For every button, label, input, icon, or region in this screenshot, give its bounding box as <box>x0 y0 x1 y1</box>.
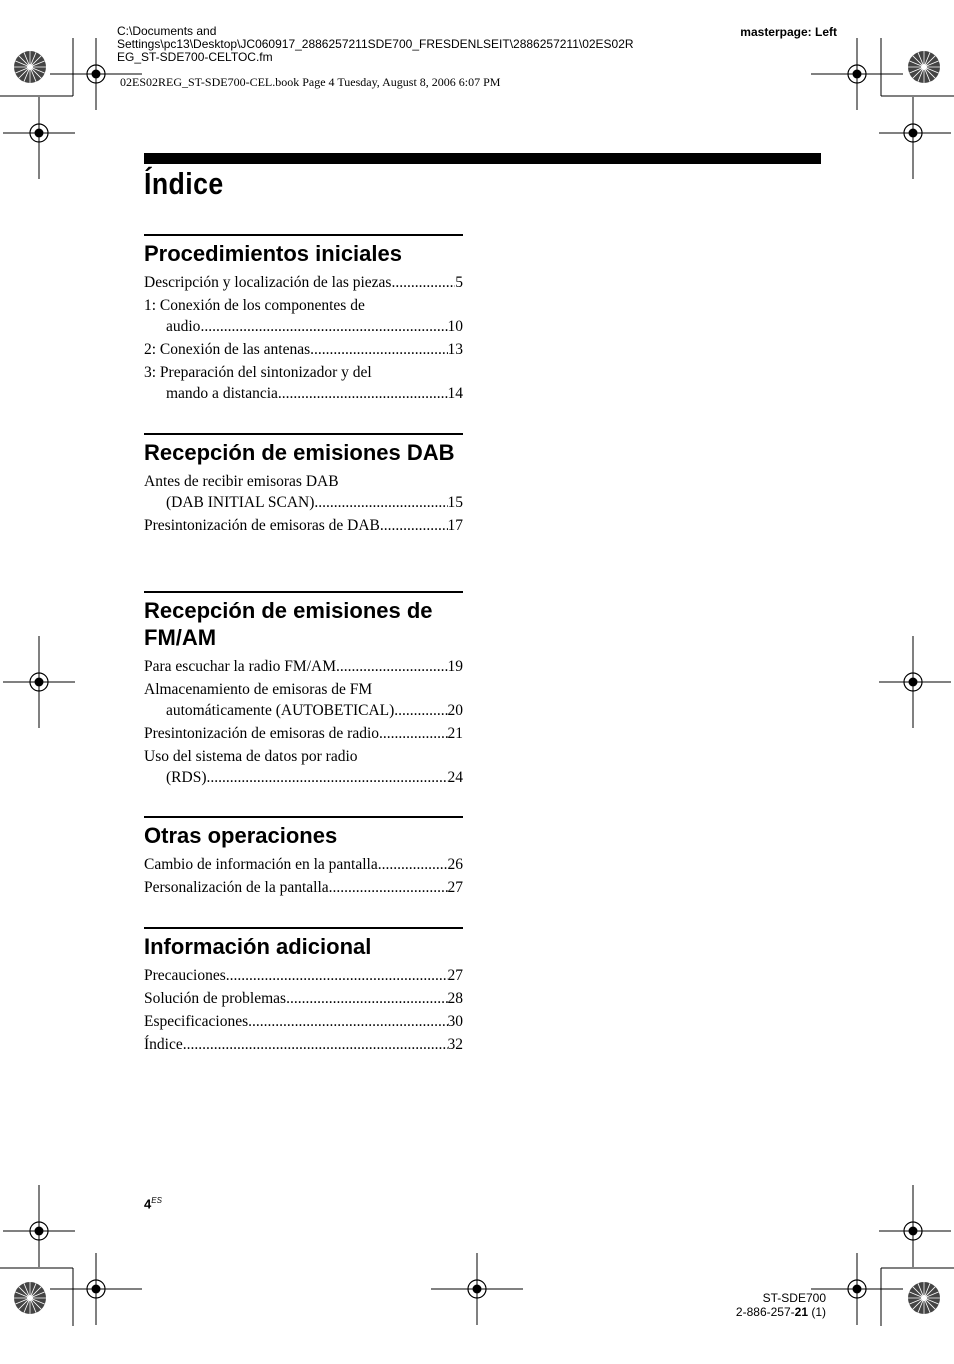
footer-model-info <box>736 1291 826 1319</box>
toc-page-number: 21 <box>447 725 463 742</box>
toc-entry-text: Personalización de la pantalla <box>144 879 329 896</box>
file-path-line-3: EG_ST-SDE700-CELTOC.fm <box>117 50 273 64</box>
section-heading: Información adicional <box>144 934 372 959</box>
toc-entry-text: Precauciones <box>144 967 226 984</box>
section-heading: Procedimientos iniciales <box>144 241 402 266</box>
dot-leader <box>248 1011 447 1032</box>
title-rule <box>144 153 821 164</box>
dot-leader <box>226 965 448 986</box>
toc-entry-text: 3: Preparación del sintonizador y del <box>144 364 372 381</box>
file-path-line-2: Settings\pc13\Desktop\JC060917_2886257211SDE700_FRESDENLSEIT\2886257211\02ES02R <box>117 37 634 51</box>
dot-leader <box>278 383 448 404</box>
section-rule <box>144 433 463 435</box>
toc-entry-continuation: automáticamente (AUTOBETICAL) <box>166 702 395 719</box>
toc-entry-text: 1: Conexión de los componentes de <box>144 297 365 314</box>
book-info-line: 02ES02REG_ST-SDE700-CEL.book Page 4 Tuesday, August 8, 2006 6:07 PM <box>120 75 501 89</box>
dot-leader <box>314 492 447 513</box>
toc-entry[interactable] <box>144 854 463 875</box>
toc-entry-text: Cambio de información en la pantalla <box>144 856 378 873</box>
toc-entry-text: Especificaciones <box>144 1013 249 1030</box>
toc-section <box>144 591 463 790</box>
toc-entry-continuation: (DAB INITIAL SCAN) <box>166 494 315 511</box>
toc-entry-text: Presintonización de emisoras de radio <box>144 725 380 742</box>
toc-page-number: 26 <box>447 856 463 873</box>
dot-leader <box>378 854 448 875</box>
dot-leader <box>200 316 447 337</box>
dot-leader <box>286 988 447 1009</box>
toc-entry[interactable] <box>144 339 463 360</box>
toc-page-number: 32 <box>447 1036 463 1053</box>
toc-entry[interactable] <box>144 515 463 536</box>
page-number <box>144 1196 162 1211</box>
toc-entry-text: Para escuchar la radio FM/AM <box>144 658 336 675</box>
toc-page-number: 28 <box>447 990 463 1007</box>
toc-entry-text: Presintonización de emisoras de DAB <box>144 517 380 534</box>
toc-page-number: 15 <box>447 494 463 511</box>
toc-page-number: 14 <box>447 385 463 402</box>
toc-entry-text: Descripción y localización de las piezas <box>144 274 392 291</box>
footer-code-bold: 21 <box>794 1305 808 1319</box>
toc-entry[interactable] <box>144 272 463 293</box>
section-heading: Recepción de emisiones de FM/AM <box>144 598 433 650</box>
toc-page-number: 19 <box>447 658 463 675</box>
file-path <box>117 25 634 64</box>
section-heading: Otras operaciones <box>144 823 338 848</box>
masterpage-label: masterpage: Left <box>740 25 837 39</box>
dot-leader <box>183 1034 448 1055</box>
toc-page-number: 20 <box>447 702 463 719</box>
toc-section <box>144 816 463 900</box>
page-number-suffix: ES <box>151 1196 162 1205</box>
toc-entry[interactable] <box>144 746 463 788</box>
toc-entry[interactable] <box>144 471 463 513</box>
section-heading: Recepción de emisiones DAB <box>144 440 455 465</box>
file-path-line-1: C:\Documents and <box>117 24 217 38</box>
footer-model: ST-SDE700 <box>762 1291 826 1305</box>
dot-leader <box>206 767 447 788</box>
toc-page-number: 13 <box>447 341 463 358</box>
dot-leader <box>379 723 447 744</box>
toc-page-number: 24 <box>447 769 463 786</box>
toc-entry[interactable] <box>144 656 463 677</box>
dot-leader <box>391 272 455 293</box>
toc-entry-text: Almacenamiento de emisoras de FM <box>144 681 373 698</box>
toc-page-number: 30 <box>447 1013 463 1030</box>
dot-leader <box>380 515 448 536</box>
toc-page-number: 27 <box>447 967 463 984</box>
toc-page-number: 5 <box>455 274 463 291</box>
toc-entry-text: Solución de problemas <box>144 990 287 1007</box>
section-rule <box>144 927 463 929</box>
toc-page-number: 27 <box>447 879 463 896</box>
toc-entry-continuation: audio <box>166 318 201 335</box>
toc-page-number: 10 <box>447 318 463 335</box>
dot-leader <box>329 877 448 898</box>
toc-section <box>144 234 463 406</box>
toc-page-number: 17 <box>447 517 463 534</box>
footer-code <box>736 1305 826 1319</box>
toc-section <box>144 433 463 538</box>
section-rule <box>144 234 463 236</box>
toc-entry[interactable] <box>144 877 463 898</box>
toc-entry[interactable] <box>144 362 463 404</box>
toc-entry[interactable] <box>144 1011 463 1032</box>
toc-entry-continuation: (RDS) <box>166 769 207 786</box>
toc-section <box>144 927 463 1057</box>
dot-leader <box>336 656 448 677</box>
dot-leader <box>310 339 447 360</box>
toc-entry[interactable] <box>144 988 463 1009</box>
section-rule <box>144 816 463 818</box>
toc-entry[interactable] <box>144 1034 463 1055</box>
page-title: Índice <box>144 166 224 201</box>
toc-entry-text: Uso del sistema de datos por radio <box>144 748 358 765</box>
toc-entry-text: Antes de recibir emisoras DAB <box>144 473 339 490</box>
dot-leader <box>394 700 447 721</box>
toc-entry[interactable] <box>144 679 463 721</box>
section-rule <box>144 591 463 593</box>
footer-code-suffix: (1) <box>808 1305 826 1319</box>
page-number-value: 4 <box>144 1196 152 1212</box>
toc-entry-text: Índice <box>144 1036 183 1053</box>
footer-code-prefix: 2-886-257- <box>735 1305 795 1319</box>
toc-entry[interactable] <box>144 295 463 337</box>
toc-entry[interactable] <box>144 723 463 744</box>
toc-entry[interactable] <box>144 965 463 986</box>
toc-entry-continuation: mando a distancia <box>166 385 278 402</box>
toc-entry-text: 2: Conexión de las antenas <box>144 341 311 358</box>
